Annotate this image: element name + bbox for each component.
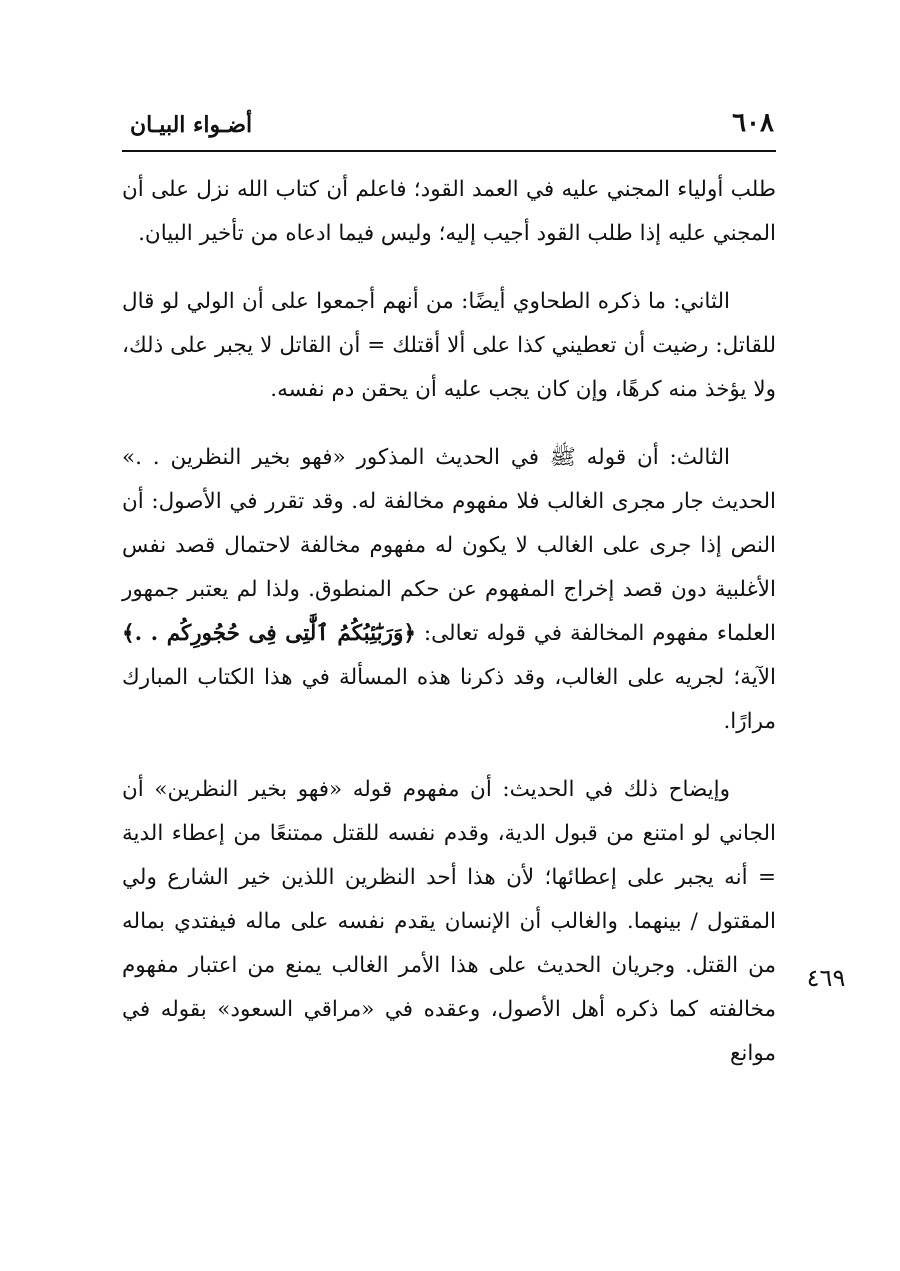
paragraph-3 [122, 436, 776, 744]
paragraph-3-text: الثالث: أن قوله ﷺ في الحديث المذكور «فهو بخير النظرين . .» الحديث جار مجرى الغالب فلا مفهوم مخالفة له. وقد تقرر في الأصول: أن النص إذا جرى على الغالب لا يكون له مفهوم مخالفة لاحتمال قصد نفس الأغلبية دون قصد إخراج المفهوم عن حكم المنطوق. ولذا لم يعتبر جمهور العلماء مفهوم المخالفة في قوله تعالى: [122, 445, 776, 646]
page-header [122, 102, 776, 152]
quran-verse: ﴿وَرَبَٰٓئِبُكُمُ ٱلَّٰتِى فِى حُجُورِكُم . .﴾ [122, 621, 416, 646]
paragraph-4: وإيضاح ذلك في الحديث: أن مفهوم قوله «فهو بخير النظرين» أن الجاني لو امتنع من قبول الدية، وقدم نفسه للقتل ممتنعًا من إعطاء الدية = أنه يجبر على إعطائها؛ لأن هذا أحد النظرين اللذين خير الشارع ولي المقتول / بينهما. والغالب أن الإنسان يقدم نفسه على ماله فيفتدي بماله من القتل. وجريان الحديث على هذا الأمر الغالب يمنع من اعتبار مفهوم مخالفته كما ذكره أهل الأصول، وعقده في «مراقي السعود» بقوله في موانع [122, 777, 776, 1066]
body-text [122, 168, 776, 1100]
book-title: أضـواء البيـان [130, 112, 253, 138]
original-page-number: ٤٦٩ [806, 964, 846, 992]
paragraph-1: طلب أولياء المجني عليه في العمد القود؛ فاعلم أن كتاب الله نزل على أن المجني عليه إذا طلب القود أجيب إليه؛ وليس فيما ادعاه من تأخير البيان. [122, 177, 776, 246]
paragraph-3-end: الآية؛ لجريه على الغالب، وقد ذكرنا هذه المسألة في هذا الكتاب المبارك مرارًا. [122, 665, 776, 734]
page-number: ٦٠٨ [732, 108, 774, 138]
paragraph-2: الثاني: ما ذكره الطحاوي أيضًا: من أنهم أجمعوا على أن الولي لو قال للقاتل: رضيت أن تعطيني كذا على ألا أقتلك = أن القاتل لا يجبر على ذلك، ولا يؤخذ منه كرهًا، وإن كان يجب عليه أن يحقن دم نفسه. [122, 289, 776, 402]
